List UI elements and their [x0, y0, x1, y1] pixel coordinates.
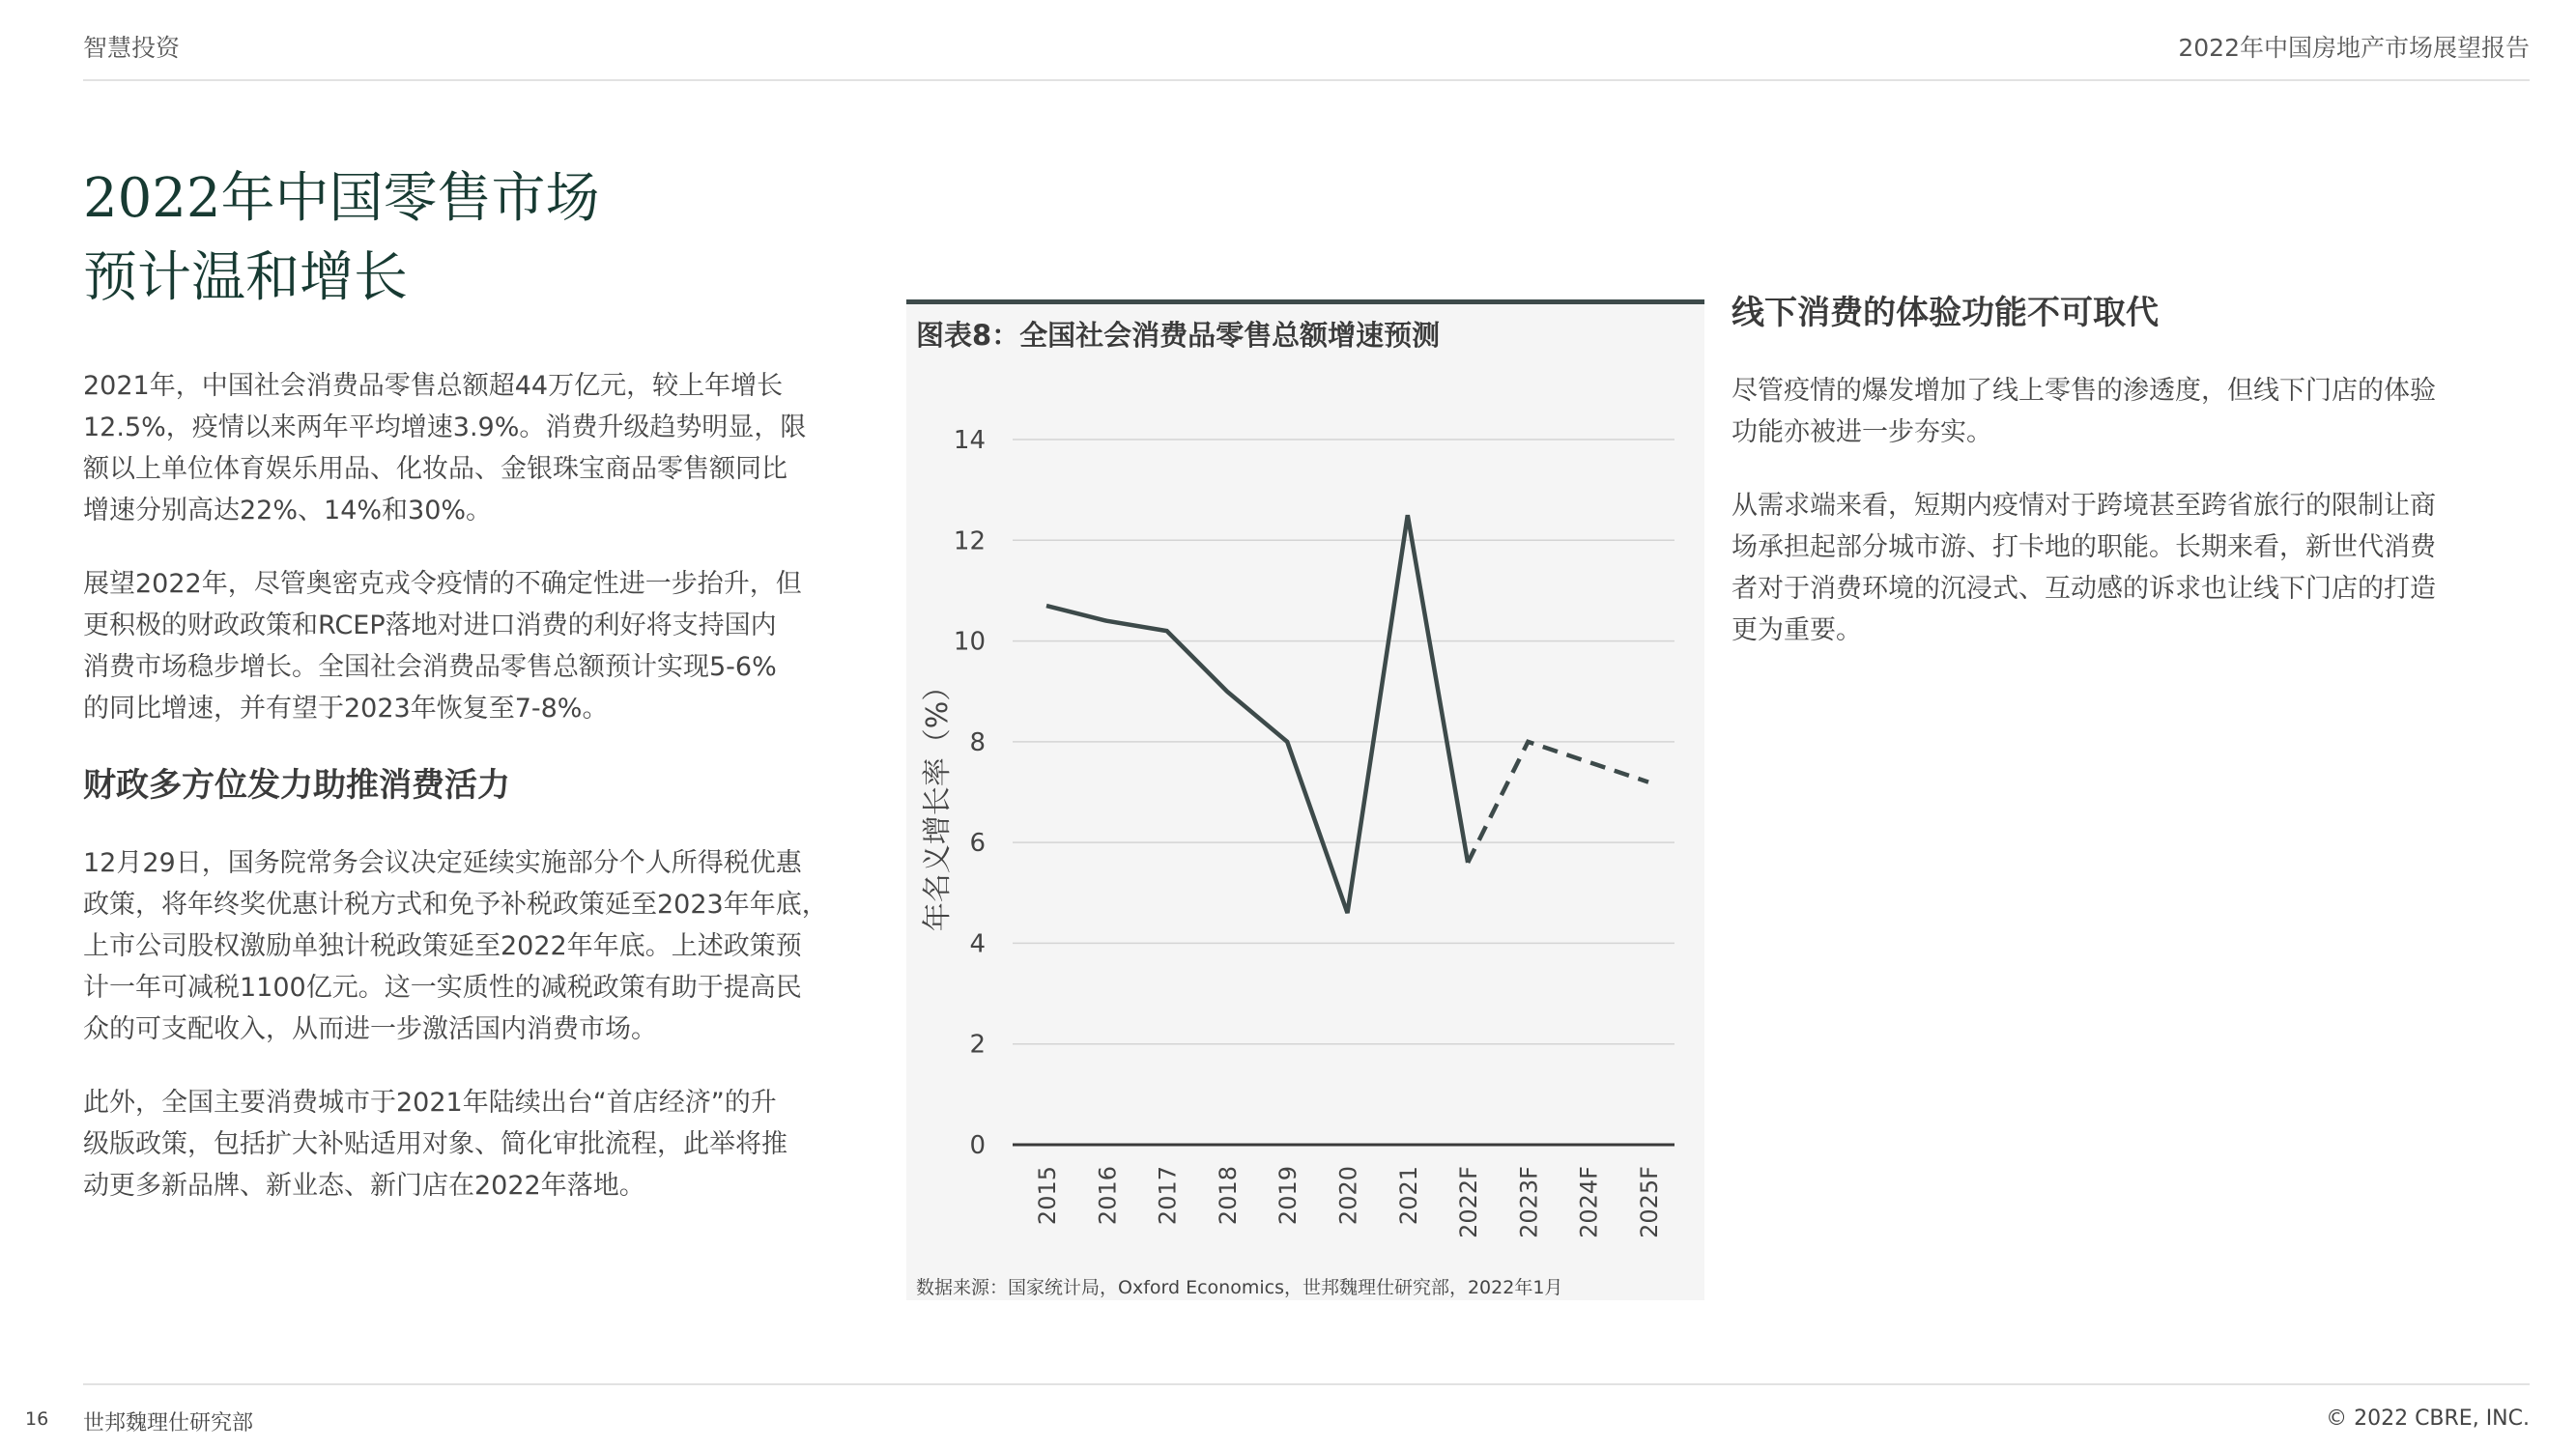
text-line: 上市公司股权激励单独计税政策延至2022年年底。上述政策预 — [83, 931, 802, 961]
chart-source: 数据来源：国家统计局，Oxford Economics，世邦魏理仕研究部，2022年1月 — [916, 1277, 1563, 1298]
right-subheading: 线下消费的体验功能不可取代 — [1732, 294, 2159, 332]
footer-left: 世邦魏理仕研究部 — [83, 1411, 254, 1435]
page-title — [83, 159, 600, 318]
page-title-line1: 2022年中国零售市场 — [83, 167, 600, 230]
x-tick-label: 2025F — [1636, 1166, 1663, 1238]
header-left: 智慧投资 — [83, 34, 181, 62]
left-paragraph-4 — [83, 1082, 885, 1207]
text-line: 增速分别高达22%、14%和30%。 — [83, 496, 493, 526]
text-line: 消费市场稳步增长。全国社会消费品零售总额预计实现5-6% — [83, 652, 777, 682]
text-line: 尽管疫情的爆发增加了线上零售的渗透度，但线下门店的体验 — [1732, 376, 2436, 406]
footer-divider — [83, 1383, 2530, 1385]
right-paragraph-1 — [1732, 370, 2533, 453]
left-paragraph-2 — [83, 563, 885, 729]
text-line: 更为重要。 — [1732, 615, 1862, 645]
text-line: 功能亦被进一步夯实。 — [1732, 417, 1992, 447]
left-column — [83, 365, 885, 1207]
text-line: 更积极的财政政策和RCEP落地对进口消费的利好将支持国内 — [83, 611, 777, 640]
y-tick-label: 8 — [969, 727, 986, 757]
chart-top-bar — [906, 299, 1704, 304]
x-tick-label: 2018 — [1214, 1166, 1242, 1226]
text-line: 展望2022年，尽管奥密克戎令疫情的不确定性进一步抬升，但 — [83, 569, 802, 599]
text-line: 2021年，中国社会消费品零售总额超44万亿元，较上年增长 — [83, 371, 784, 401]
series-line-actual — [1046, 515, 1468, 913]
left-paragraph-1 — [83, 365, 885, 531]
text-line: 此外，全国主要消费城市于2021年陆续出台“首店经济”的升 — [83, 1088, 777, 1118]
header-divider — [83, 79, 2530, 81]
y-tick-label: 12 — [953, 526, 986, 556]
y-tick-label: 0 — [969, 1131, 986, 1160]
y-tick-label: 2 — [969, 1030, 986, 1060]
series-line-forecast — [1468, 742, 1648, 863]
left-paragraph-3 — [83, 842, 885, 1050]
y-tick-label: 10 — [953, 627, 986, 657]
x-tick-label: 2022F — [1455, 1166, 1483, 1238]
y-axis-label: 年名义增长率（%） — [921, 671, 955, 932]
text-line: 12月29日，国务院常务会议决定延续实施部分个人所得税优惠 — [83, 848, 802, 878]
x-tick-label: 2020 — [1334, 1166, 1362, 1226]
chart-title: 图表8：全国社会消费品零售总额增速预测 — [916, 319, 1441, 352]
header-right: 2022年中国房地产市场展望报告 — [2178, 34, 2530, 62]
text-line: 从需求端来看，短期内疫情对于跨境甚至跨省旅行的限制让商 — [1732, 491, 2436, 521]
x-tick-label: 2017 — [1154, 1166, 1182, 1226]
footer-right: © 2022 CBRE, INC. — [2326, 1406, 2530, 1431]
page-title-line2: 预计温和增长 — [83, 246, 408, 309]
text-line: 计一年可减税1100亿元。这一实质性的减税政策有助于提高民 — [83, 973, 802, 1003]
text-line: 额以上单位体育娱乐用品、化妆品、金银珠宝商品零售额同比 — [83, 454, 787, 484]
text-line: 者对于消费环境的沉浸式、互动感的诉求也让线下门店的打造 — [1732, 574, 2436, 604]
right-column — [1732, 286, 2533, 651]
text-line: 的同比增速，并有望于2023年恢复至7-8%。 — [83, 694, 609, 724]
x-tick-label: 2015 — [1034, 1166, 1061, 1226]
text-line: 12.5%，疫情以来两年平均增速3.9%。消费升级趋势明显，限 — [83, 412, 807, 442]
page-number: 16 — [25, 1408, 49, 1430]
x-tick-label: 2019 — [1274, 1166, 1302, 1226]
text-line: 众的可支配收入，从而进一步激活国内消费市场。 — [83, 1014, 657, 1044]
text-line: 动更多新品牌、新业态、新门店在2022年落地。 — [83, 1171, 645, 1201]
x-tick-label: 2023F — [1515, 1166, 1543, 1238]
text-line: 政策，将年终奖优惠计税方式和免予补税政策延至2023年年底， — [83, 890, 828, 920]
text-line: 级版政策，包括扩大补贴适用对象、简化审批流程，此举将推 — [83, 1129, 787, 1159]
x-tick-label: 2024F — [1575, 1166, 1603, 1238]
right-paragraph-2 — [1732, 485, 2533, 651]
x-tick-label: 2016 — [1094, 1166, 1122, 1226]
y-tick-label: 6 — [969, 829, 986, 859]
y-tick-label: 4 — [969, 929, 986, 959]
x-tick-label: 2021 — [1394, 1166, 1422, 1226]
line-chart — [906, 367, 1704, 1265]
y-tick-label: 14 — [953, 426, 986, 455]
text-line: 场承担起部分城市游、打卡地的职能。长期来看，新世代消费 — [1732, 532, 2436, 562]
left-subheading: 财政多方位发力助推消费活力 — [83, 766, 510, 805]
